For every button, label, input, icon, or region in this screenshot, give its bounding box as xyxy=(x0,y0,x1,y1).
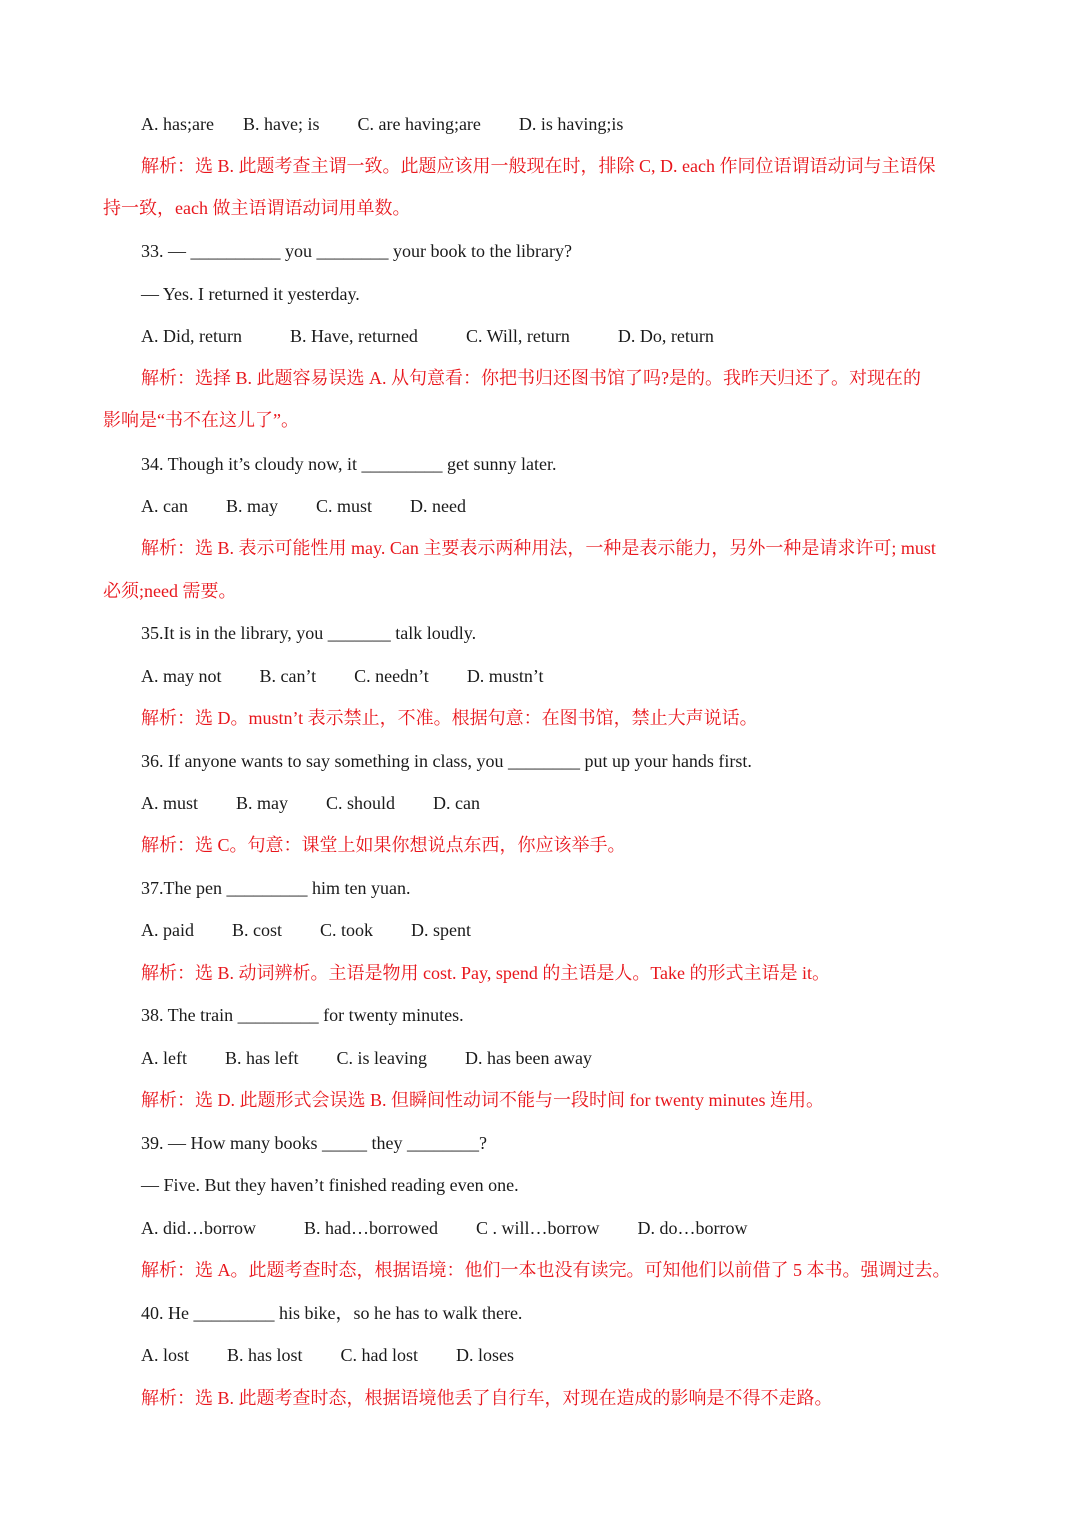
question-line: 39. — How many books _____ they ________? xyxy=(141,1133,487,1153)
answer-option: D. is having;is xyxy=(518,114,624,134)
answer-option: C. should xyxy=(326,793,396,813)
explanation-line: 持一致，each 做主语谓语动词用单数。 xyxy=(103,198,411,218)
question-line: — Yes. I returned it yesterday. xyxy=(141,284,360,304)
answer-option: C. is leaving xyxy=(336,1048,427,1068)
answer-option: D. has been away xyxy=(464,1048,592,1068)
option-row xyxy=(141,324,714,348)
answer-option: C. are having;are xyxy=(357,114,481,134)
option-row xyxy=(141,791,480,815)
explanation-line: 解析：选择 B. 此题容易误选 A. 从句意看：你把书归还图书馆了吗?是的。我昨天归还了。对现在的 xyxy=(141,368,921,388)
answer-option: A. lost xyxy=(141,1345,190,1365)
answer-option: B. Have, returned xyxy=(289,326,418,346)
explanation-line: 解析：选 B. 此题考查主谓一致。此题应该用一般现在时，排除 C, D. each 作同位语谓语动词与主语保 xyxy=(141,156,936,176)
option-row xyxy=(141,1216,747,1240)
question-line: 34. Though it’s cloudy now, it _________ get sunny later. xyxy=(141,454,557,474)
explanation-line: 解析：选 A。此题考查时态，根据语境：他们一本也没有读完。可知他们以前借了 5 本书。强调过去。 xyxy=(141,1260,951,1280)
answer-option: D. Do, return xyxy=(617,326,714,346)
answer-option: D. loses xyxy=(456,1345,515,1365)
answer-option: B. may xyxy=(236,793,289,813)
answer-option: B. has left xyxy=(224,1048,299,1068)
answer-option: B. have; is xyxy=(242,114,320,134)
answer-option: A. did…borrow xyxy=(141,1218,256,1238)
answer-option: C . will…borrow xyxy=(475,1218,600,1238)
option-row xyxy=(141,1046,592,1070)
answer-option: C. needn’t xyxy=(354,666,429,686)
option-row xyxy=(141,494,466,518)
answer-option: B. cost xyxy=(232,920,283,940)
answer-option: C. had lost xyxy=(340,1345,419,1365)
answer-option: A. must xyxy=(141,793,199,813)
option-row xyxy=(141,112,623,136)
explanation-line: 解析：选 C。句意：课堂上如果你想说点东西，你应该举手。 xyxy=(141,835,626,855)
answer-option: B. had…borrowed xyxy=(304,1218,438,1238)
option-row xyxy=(141,1343,514,1367)
explanation-line: 解析：选 B. 此题考查时态，根据语境他丢了自行车，对现在造成的影响是不得不走路。 xyxy=(141,1388,833,1408)
answer-option: A. left xyxy=(141,1048,187,1068)
explanation-line: 解析：选 D. 此题形式会误选 B. 但瞬间性动词不能与一段时间 for twenty minutes 连用。 xyxy=(141,1090,824,1110)
explanation-line: 解析：选 D。mustn’t 表示禁止，不准。根据句意：在图书馆，禁止大声说话。 xyxy=(141,708,758,728)
question-line: 40. He _________ his bike，so he has to walk there. xyxy=(141,1303,523,1323)
question-line: 33. — __________ you ________ your book to the library? xyxy=(141,241,572,261)
explanation-line: 解析：选 B. 动词辨析。主语是物用 cost. Pay, spend 的主语是人。Take 的形式主语是 it。 xyxy=(141,963,831,983)
explanation-line: 解析：选 B. 表示可能性用 may. Can 主要表示两种用法，一种是表示能力，另外一种是请求许可; must xyxy=(141,538,936,558)
answer-option: B. can’t xyxy=(259,666,317,686)
answer-option: B. may xyxy=(225,496,278,516)
question-line: 38. The train _________ for twenty minutes. xyxy=(141,1005,464,1025)
question-line: 37.The pen _________ him ten yuan. xyxy=(141,878,411,898)
answer-option: A. has;are xyxy=(141,114,214,134)
answer-option: A. Did, return xyxy=(141,326,242,346)
explanation-line: 必须;need 需要。 xyxy=(103,581,237,601)
question-line: 36. If anyone wants to say something in class, you ________ put up your hands first. xyxy=(141,751,752,771)
answer-option: D. spent xyxy=(411,920,472,940)
explanation-line: 影响是“书不在这儿了”。 xyxy=(103,410,299,430)
answer-option: A. may not xyxy=(141,666,222,686)
option-row xyxy=(141,664,544,688)
question-line: — Five. But they haven’t finished reading even one. xyxy=(141,1175,519,1195)
answer-option: A. can xyxy=(141,496,188,516)
answer-option: B. has lost xyxy=(227,1345,303,1365)
answer-option: D. do…borrow xyxy=(637,1218,748,1238)
answer-option: C. must xyxy=(315,496,372,516)
answer-option: A. paid xyxy=(141,920,194,940)
answer-option: D. can xyxy=(433,793,481,813)
question-line: 35.It is in the library, you _______ talk loudly. xyxy=(141,623,477,643)
option-row xyxy=(141,918,471,942)
answer-option: D. need xyxy=(410,496,466,516)
answer-option: C. Will, return xyxy=(465,326,570,346)
answer-option: D. mustn’t xyxy=(466,666,544,686)
answer-option: C. took xyxy=(320,920,374,940)
